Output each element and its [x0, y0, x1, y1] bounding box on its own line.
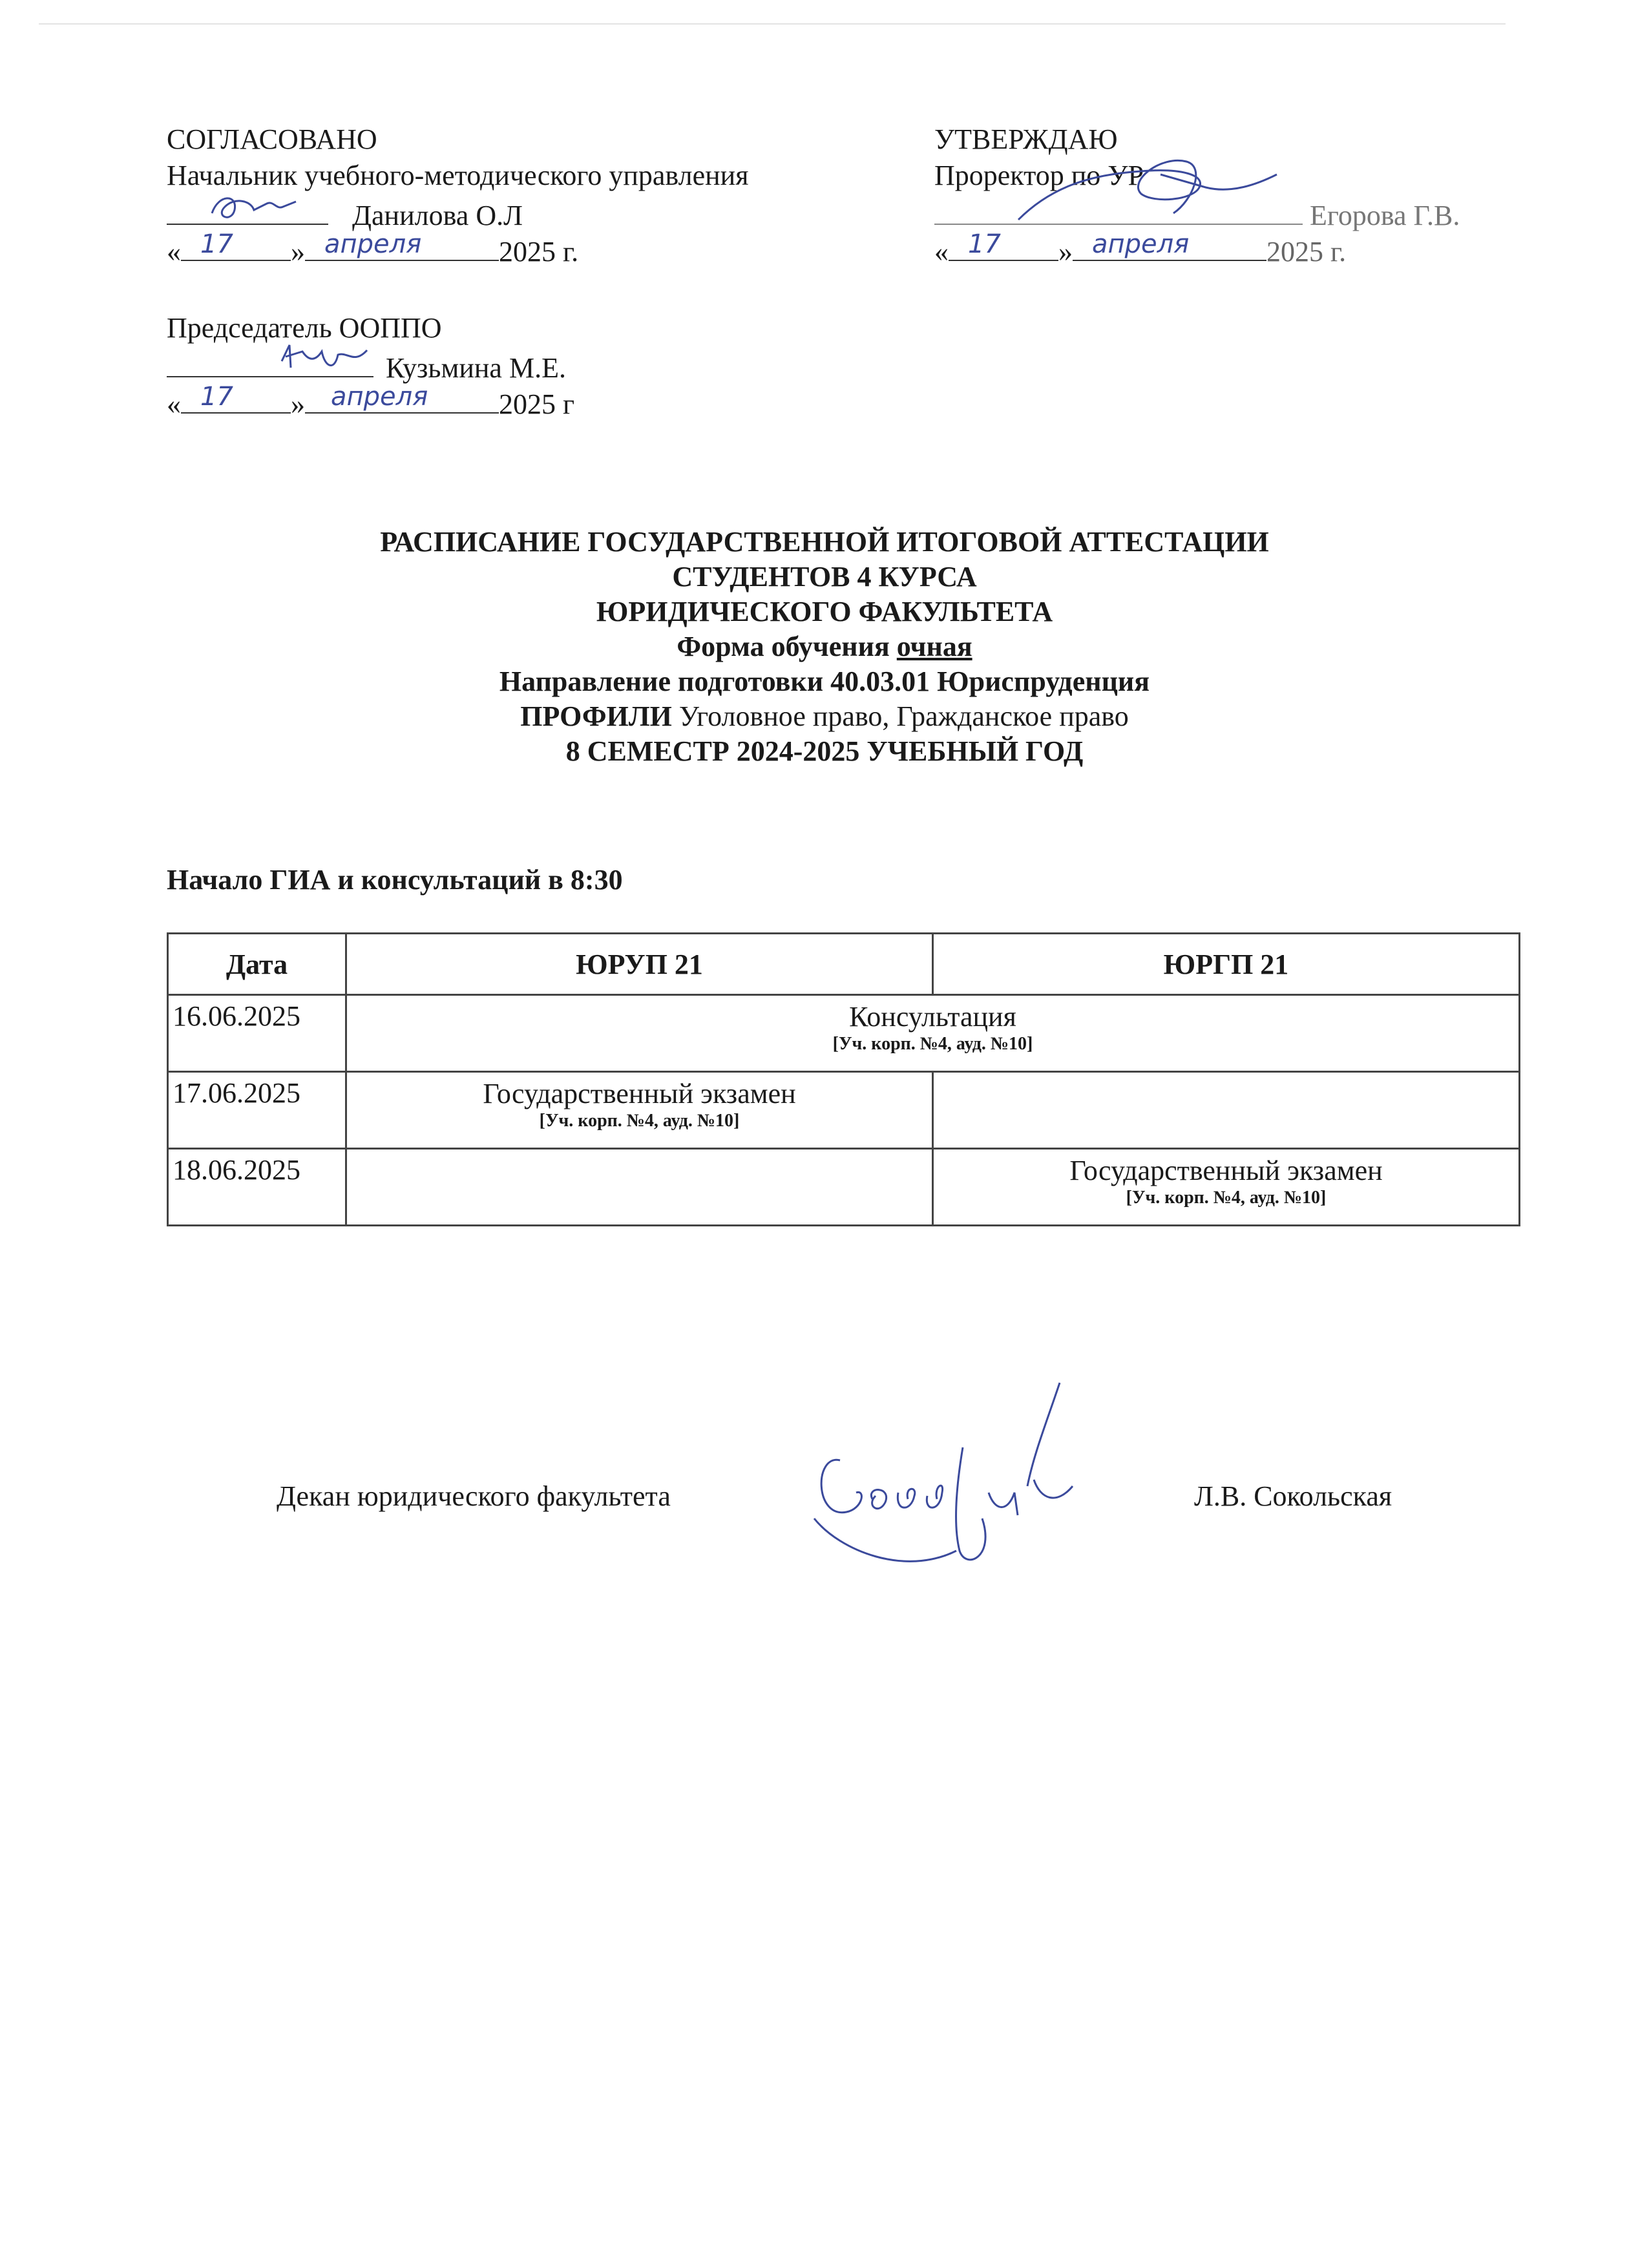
union-date	[167, 383, 574, 419]
study-form-label: Форма обучения	[677, 631, 897, 662]
signature-blank	[167, 346, 373, 377]
union-position: Председатель ООППО	[167, 312, 442, 344]
day-blank	[949, 230, 1058, 261]
quote-close: »	[1058, 236, 1073, 268]
profiles-value: Уголовное право, Гражданское право	[678, 700, 1129, 732]
title-line-4	[0, 629, 1649, 664]
row-date: 17.06.2025	[168, 1072, 346, 1149]
title-line-7: 8 СЕМЕСТР 2024-2025 УЧЕБНЫЙ ГОД	[565, 735, 1084, 767]
month-blank	[305, 230, 499, 261]
signature-blank	[167, 194, 328, 225]
handwritten-day: 17	[200, 229, 233, 259]
event-room: [Уч. корп. №4, ауд. №10]	[1126, 1188, 1327, 1208]
row-date: 16.06.2025	[168, 995, 346, 1072]
study-form-value: очная	[896, 631, 972, 662]
event-title: Консультация	[849, 1001, 1016, 1033]
scan-edge-line	[39, 23, 1506, 25]
approval-left-union	[167, 310, 574, 419]
approval-left	[167, 121, 748, 266]
quote-open: «	[934, 236, 949, 268]
row-event-cell	[346, 995, 1520, 1072]
title-line-6	[0, 699, 1649, 734]
handwritten-day: 17	[200, 382, 233, 412]
quote-open: «	[167, 388, 181, 420]
event-title: Государственный экзамен	[483, 1078, 796, 1109]
signature-kuzmina	[277, 339, 373, 377]
approval-right-year: 2025 г.	[1266, 236, 1347, 268]
table-row	[168, 995, 1520, 1072]
approval-left-heading: СОГЛАСОВАНО	[167, 123, 377, 155]
row-event-cell	[346, 1072, 933, 1149]
approval-left-signature-line	[167, 194, 748, 230]
quote-close: »	[291, 236, 305, 268]
table-header-row	[168, 934, 1520, 995]
signature-blank	[934, 194, 1303, 225]
schedule-table	[167, 932, 1520, 1226]
header-group-yurgp: ЮРГП 21	[933, 934, 1520, 995]
title-line-3: ЮРИДИЧЕСКОГО ФАКУЛЬТЕТА	[596, 596, 1053, 627]
table-row	[168, 1072, 1520, 1149]
approval-right-signer: Егорова Г.В.	[1310, 200, 1460, 231]
header-group-yurup: ЮРУП 21	[346, 934, 933, 995]
approval-left-year: 2025 г.	[499, 236, 579, 268]
month-blank	[305, 383, 499, 414]
handwritten-month: апреля	[1092, 229, 1190, 259]
union-year: 2025 г	[499, 388, 575, 420]
signature-egorova	[1012, 149, 1283, 239]
approval-right-heading: УТВЕРЖДАЮ	[934, 123, 1118, 155]
approval-left-signer: Данилова О.Л	[352, 200, 523, 231]
table-row	[168, 1149, 1520, 1226]
start-time-note: Начало ГИА и консультаций в 8:30	[167, 864, 623, 896]
handwritten-month: апреля	[324, 229, 422, 259]
quote-open: «	[167, 236, 181, 268]
event-room: [Уч. корп. №4, ауд. №10]	[539, 1111, 740, 1131]
handwritten-day: 17	[968, 229, 1001, 259]
approval-left-date	[167, 230, 748, 266]
row-event-cell	[933, 1149, 1520, 1226]
approval-right-signature-line	[934, 194, 1460, 230]
approval-right-position: Проректор по УР	[934, 160, 1144, 191]
title-line-2: СТУДЕНТОВ 4 КУРСА	[672, 561, 977, 593]
signature-danilova	[205, 187, 302, 226]
profiles-label: ПРОФИЛИ	[520, 700, 679, 732]
quote-close: »	[291, 388, 305, 420]
union-signature-line	[167, 346, 574, 383]
header-date: Дата	[168, 934, 346, 995]
month-blank	[1073, 230, 1266, 261]
event-title: Государственный экзамен	[1069, 1155, 1383, 1186]
row-empty-cell	[933, 1072, 1520, 1149]
signature-dean	[801, 1357, 1111, 1590]
day-blank	[181, 230, 291, 261]
title-line-1: РАСПИСАНИЕ ГОСУДАРСТВЕННОЙ ИТОГОВОЙ АТТЕСТАЦИИ	[380, 526, 1269, 558]
event-room: [Уч. корп. №4, ауд. №10]	[832, 1034, 1033, 1054]
row-empty-cell	[346, 1149, 933, 1226]
title-line-5: Направление подготовки 40.03.01 Юриспруденция	[499, 666, 1150, 697]
approval-right-date	[934, 230, 1460, 266]
union-signer: Кузьмина М.Е.	[386, 352, 566, 384]
day-blank	[181, 383, 291, 414]
approval-right	[934, 121, 1460, 266]
document-title	[0, 525, 1649, 769]
dean-name: Л.В. Сокольская	[1194, 1480, 1392, 1512]
row-date: 18.06.2025	[168, 1149, 346, 1226]
handwritten-month: апреля	[331, 382, 428, 412]
approval-left-position: Начальник учебного-методического управления	[167, 160, 749, 191]
dean-position: Декан юридического факультета	[277, 1480, 671, 1512]
